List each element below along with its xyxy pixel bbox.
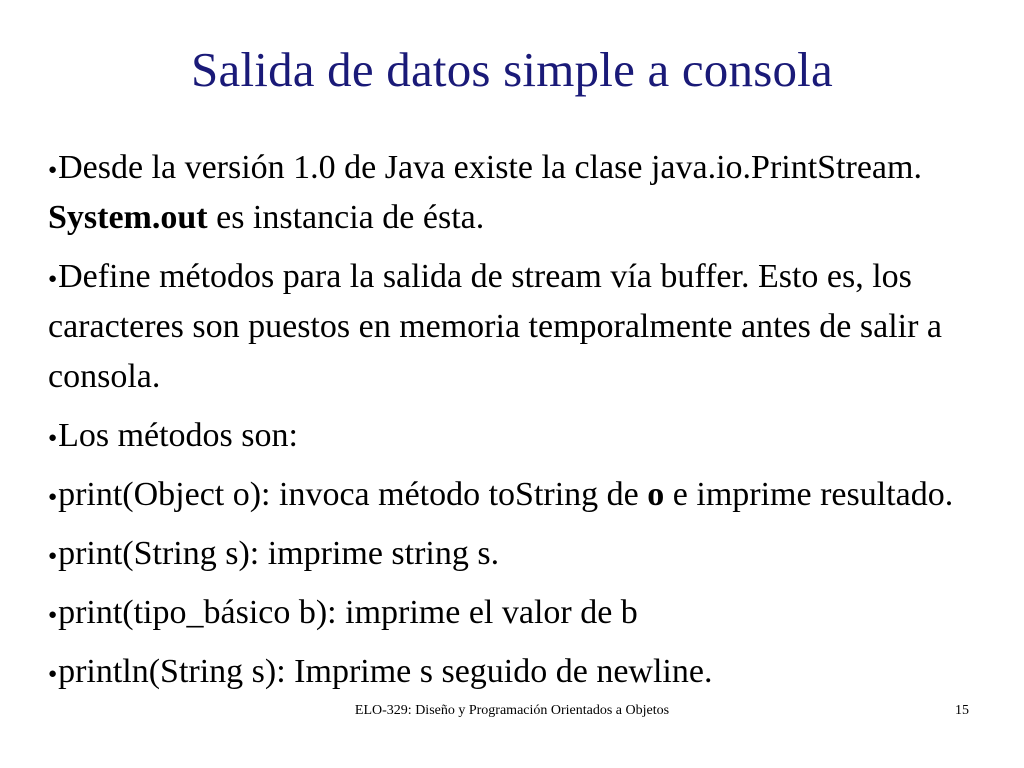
list-item — [48, 529, 978, 579]
item-text-bold: o — [647, 476, 665, 513]
item-text: Los métodos son: — [58, 417, 298, 454]
slide-title: Salida de datos simple a consola — [191, 42, 833, 97]
list-item — [48, 647, 978, 697]
list-item — [48, 470, 978, 520]
item-text: println(String s): Imprime s seguido de newline. — [58, 653, 713, 690]
bullet-icon: ● — [48, 162, 58, 179]
bullet-icon: ● — [48, 548, 58, 565]
bullet-icon: ● — [48, 607, 58, 624]
bullet-icon: ● — [48, 430, 58, 447]
list-item — [48, 143, 978, 243]
list-item — [48, 411, 978, 461]
list-item — [48, 252, 978, 402]
slide-footer: ELO-329: Diseño y Programación Orientados a Objetos — [354, 703, 670, 718]
item-text: e imprime resultado. — [664, 476, 954, 513]
page-number: 15 — [955, 703, 969, 718]
bullet-list — [48, 143, 978, 706]
bullet-icon: ● — [48, 666, 58, 683]
item-text: es instancia de ésta. — [207, 199, 485, 236]
item-text: print(Object o): invoca método toString de — [58, 476, 648, 513]
bullet-icon: ● — [48, 489, 58, 506]
item-text: Define métodos para la salida de stream vía buffer. Esto es, los caracteres son puestos en memoria temporalmente antes de salir a consola. — [48, 258, 943, 395]
bullet-icon: ● — [48, 271, 58, 288]
item-text: print(String s): imprime string s. — [58, 535, 500, 572]
item-text: Desde la versión 1.0 de Java existe la clase java.io.PrintStream. — [58, 149, 922, 186]
item-text-bold: System.out — [48, 199, 208, 236]
list-item — [48, 588, 978, 638]
item-text: print(tipo_básico b): imprime el valor de b — [58, 594, 638, 631]
